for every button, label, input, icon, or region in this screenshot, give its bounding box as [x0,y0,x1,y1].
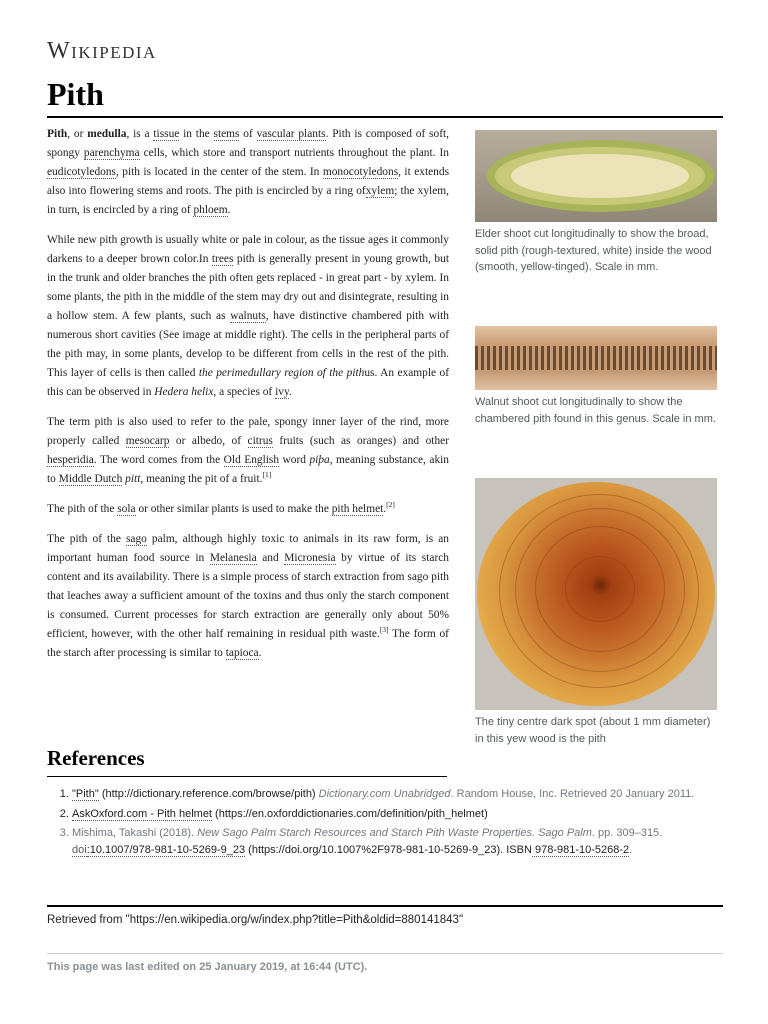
text: , or [67,128,88,140]
italic-term: piþa [309,454,330,466]
isbn-label: . ISBN [500,843,532,856]
link-sago[interactable]: sago [125,533,147,545]
bold-term: Pith [47,128,68,140]
text: . [383,503,387,515]
retrieved-from: Retrieved from "https://en.wikipedia.org/w/index.php?title=Pith&oldid=880141843" [47,914,464,926]
text: by virtue of its starch content and its availability. There is a simple process of starch extraction from sago pith that leaches away a sufficient amount of the toxins and thus only the starch component is consumed. Current processes for starch extraction are generally only about 50% efficient, however, with the other half remaining in residual pith waste. [47,552,449,640]
walnut-shoot-image[interactable] [475,326,717,390]
figure-caption: The tiny centre dark spot (about 1 mm diameter) in this yew wood is the pith [475,716,711,745]
figure-caption: Walnut shoot cut longitudinally to show the chambered pith found in this genus. Scale in mm. [475,396,716,425]
text: or albedo, of [169,435,248,447]
isbn-link[interactable]: 978-981-10-5268-2 [531,843,630,856]
text: . [288,386,292,398]
text: in the [179,128,214,140]
reference-link[interactable]: "Pith" [72,788,99,800]
link-melanesia[interactable]: Melanesia [209,552,257,564]
doi-url: (https://doi.org/10.1007%2F978-981-10-5269-9_23) [245,843,501,856]
text: . [629,843,633,856]
elder-shoot-image[interactable] [475,130,717,222]
text: The form of the starch after processing is similar to [47,628,449,659]
text: or other similar plants is used to make the [135,503,332,515]
text: palm, although highly toxic to animals in its raw form, is an important human food source in [47,533,449,564]
text: , it extends also into flowering stems and roots. The pith is encircled by a ring of [47,166,449,197]
text: , meaning substance, akin to [47,454,449,485]
link-eudicotyledons[interactable]: eudicotyledons [47,166,116,178]
doi-link[interactable]: :10.1007/978-981-10-5269-9_23 [86,843,246,856]
link-parenchyma[interactable]: parenchyma [83,147,140,159]
link-phloem[interactable]: phloem [193,204,228,216]
paragraph-term [47,413,449,489]
reference-details: . Random House, Inc. Retrieved 20 January 2011. [450,788,695,800]
text: , meaning the pit of a fruit. [140,473,263,485]
link-stems[interactable]: stems [213,128,240,140]
text: . The word comes from the [93,454,224,466]
paragraph-sola [47,500,449,519]
wikipedia-logo[interactable]: Wikipedia [47,38,157,64]
text: . [258,647,262,659]
text: of [239,128,257,140]
citation-3[interactable]: [3] [379,625,389,635]
reference-details: . pp. 309–315. [591,827,663,839]
link-sola[interactable]: sola [117,503,136,515]
bold-term: medulla [87,128,127,140]
link-vascular-plants[interactable]: vascular plants [256,128,326,140]
figure-walnut [475,326,717,427]
link-tapioca[interactable]: tapioca [225,647,259,659]
text: The pith of the [47,533,126,545]
text: word [279,454,310,466]
text: pith is generally present in young growth, but in the trunk and older branches the pith often gets replaced - in great part - by xylem. In some plants, the pith in the middle of the stem may dry out and disintegrate, resulting in a hollow stem. A few plants, such as [47,253,449,322]
footer-separator [47,953,723,954]
link-walnuts[interactable]: walnuts [230,310,266,322]
italic-term: the perimedullary region of the pith [198,367,365,379]
citation-2[interactable]: [2] [386,500,395,510]
article-body [47,125,449,674]
text: The pith of the [47,503,118,515]
text: ; the xylem, in turn, is encircled by a ring of [47,185,449,216]
citation-1[interactable]: [1] [262,470,272,480]
link-micronesia[interactable]: Micronesia [284,552,336,564]
figure-yew [475,478,717,747]
paragraph-sago [47,530,449,663]
link-xylem[interactable]: xylem [365,185,395,197]
reference-link[interactable]: AskOxford.com - Pith helmet [72,807,212,820]
reference-item [72,825,712,858]
reference-work: Dictionary.com Unabridged [315,788,451,800]
text: . [227,204,231,216]
italic-term: Hedera helix [154,386,214,398]
paragraph-growth [47,231,449,402]
references-list [72,786,712,861]
text: fruits (such as oranges) and other [272,435,450,447]
text: , pith is located in the center of the stem. In [115,166,323,178]
references-heading: References [47,746,145,770]
text: The term pith is also used to refer to the pale, spongy inner layer of the rind, more properly called [47,416,449,447]
link-trees[interactable]: trees [211,253,234,265]
link-citrus[interactable]: citrus [247,435,273,447]
text: , is a [126,128,154,140]
text: and [256,552,285,564]
figure-elder [475,130,717,276]
reference-url: (https://en.oxforddictionaries.com/definition/pith_helmet) [212,807,488,820]
figure-caption: Elder shoot cut longitudinally to show the broad, solid pith (rough-textured, white) inside the wood (smooth, yellow-tinged). Scale in mm. [475,228,712,273]
yew-wood-image[interactable] [475,478,717,710]
paragraph-intro [47,125,449,220]
link-old-english[interactable]: Old English [223,454,280,466]
text: , have distinctive chambered pith with numerous short cavities (See image at middle right). The cells in the peripheral parts of the pith may, in some plants, develop to be different from cells in the rest of the pith. This layer of cells is then called [47,310,449,379]
reference-item [72,806,712,823]
reference-item [72,786,712,803]
text: . Pith is composed of soft, spongy [47,128,449,159]
link-mesocarp[interactable]: mesocarp [125,435,170,447]
text: , a species of [213,386,276,398]
text: cells, which store and transport nutrients throughout the plant. In [139,147,449,159]
page-title: Pith [47,76,104,112]
last-edited: This page was last edited on 25 January 2019, at 16:44 (UTC). [47,961,368,973]
link-monocotyledons[interactable]: monocotyledons [322,166,399,178]
footer-divider [47,905,723,907]
reference-author: Mishima, Takashi (2018). [72,827,198,839]
link-ivy[interactable]: ivy [275,386,289,398]
references-divider [47,776,447,777]
title-divider [47,116,723,118]
reference-url: (http://dictionary.reference.com/browse/pith) [98,788,316,800]
reference-work: New Sago Palm Starch Resources and Starch Pith Waste Properties. Sago Palm [197,827,592,839]
link-tissue[interactable]: tissue [153,128,180,140]
link-pith-helmet[interactable]: pith helmet [331,503,384,515]
link-middle-dutch[interactable]: Middle Dutch [58,473,123,485]
italic-term: pitt [125,473,141,485]
link-hesperidia[interactable]: hesperidia [47,454,94,466]
text: While new pith growth is usually white or pale in colour, as the tissue ages it commonly darkens to a deeper brown color.In [47,234,449,265]
doi-label[interactable]: doi [72,843,87,856]
text: us. An example of this can be observed in [47,367,450,398]
